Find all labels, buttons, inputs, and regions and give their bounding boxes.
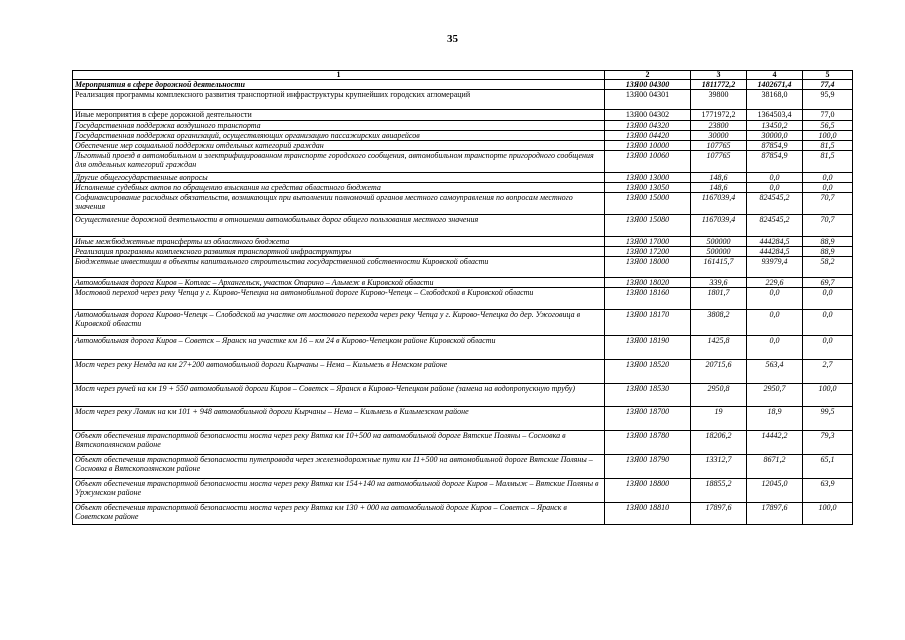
code-cell: 13Я00 17200 — [605, 247, 691, 257]
actual-cell: 2950,7 — [747, 384, 803, 407]
actual-cell: 824545,2 — [747, 215, 803, 237]
code-cell: 13Я00 15080 — [605, 215, 691, 237]
table-row — [73, 215, 853, 237]
code-cell: 13Я00 13050 — [605, 183, 691, 193]
percent-cell: 77,4 — [803, 80, 853, 90]
table-row — [73, 431, 853, 455]
actual-cell: 0,0 — [747, 288, 803, 310]
planned-cell: 1811772,2 — [691, 80, 747, 90]
table-row — [73, 479, 853, 503]
actual-cell: 38168,0 — [747, 90, 803, 110]
name-cell: Автомобильная дорога Киров – Советск – Яранск на участке км 16 – км 24 в Кирово-Чепецком районе Кировской области — [73, 336, 605, 360]
actual-cell: 1402671,4 — [747, 80, 803, 90]
code-cell: 13Я00 04301 — [605, 90, 691, 110]
percent-cell: 88,9 — [803, 247, 853, 257]
name-cell: Объект обеспечения транспортной безопасности моста через реку Вятка км 10+500 на автомобильной дороге Вятские Поляны – Сосновка в Вятскополянском районе — [73, 431, 605, 455]
page-number: 35 — [447, 33, 458, 45]
name-cell: Государственная поддержка организаций, осуществляющих организацию пассажирских авиарейсов — [73, 131, 605, 141]
code-cell: 13Я00 15000 — [605, 193, 691, 215]
table-row — [73, 278, 853, 288]
code-cell: 13Я00 18000 — [605, 257, 691, 278]
percent-cell: 0,0 — [803, 173, 853, 183]
planned-cell: 2950,8 — [691, 384, 747, 407]
actual-cell: 14442,2 — [747, 431, 803, 455]
table-row — [73, 193, 853, 215]
name-cell: Мероприятия в сфере дорожной деятельности — [73, 80, 605, 90]
name-cell: Мостовой переход через реку Чепца у г. Кирово-Чепецка на автомобильной дороге Кирово-Чепецк – Слободской в Кировской области — [73, 288, 605, 310]
percent-cell: 95,9 — [803, 90, 853, 110]
name-cell: Другие общегосударственные вопросы — [73, 173, 605, 183]
actual-cell: 563,4 — [747, 360, 803, 384]
table-row — [73, 141, 853, 151]
percent-cell: 100,0 — [803, 503, 853, 525]
table-row — [73, 173, 853, 183]
planned-cell: 500000 — [691, 237, 747, 247]
percent-cell: 0,0 — [803, 310, 853, 336]
code-cell: 13Я00 10060 — [605, 151, 691, 173]
planned-cell: 107765 — [691, 141, 747, 151]
actual-cell: 0,0 — [747, 173, 803, 183]
percent-cell: 70,7 — [803, 193, 853, 215]
name-cell: Реализация программы комплексного развития транспортной инфраструктуры крупнейших городских агломераций — [73, 90, 605, 110]
table-body — [73, 80, 853, 525]
table-row — [73, 183, 853, 193]
name-cell: Льготный проезд в автомобильном и электрифицированном транспорте городского сообщения, автомобильном транспорте пригородного сообщения для отдельных категорий граждан — [73, 151, 605, 173]
percent-cell: 0,0 — [803, 183, 853, 193]
percent-cell: 70,7 — [803, 215, 853, 237]
code-cell: 13Я00 18020 — [605, 278, 691, 288]
actual-cell: 444284,5 — [747, 247, 803, 257]
table-row — [73, 247, 853, 257]
code-cell: 13Я00 18780 — [605, 431, 691, 455]
planned-cell: 500000 — [691, 247, 747, 257]
header-cell-4: 4 — [747, 71, 803, 80]
percent-cell: 99,5 — [803, 407, 853, 431]
table-row — [73, 360, 853, 384]
percent-cell: 69,7 — [803, 278, 853, 288]
code-cell: 13Я00 18530 — [605, 384, 691, 407]
percent-cell: 79,3 — [803, 431, 853, 455]
name-cell: Объект обеспечения транспортной безопасности моста через реку Вятка км 130 + 000 на автомобильной дороге Киров – Советск – Яранск в Советском районе — [73, 503, 605, 525]
name-cell: Автомобильная дорога Кирово-Чепецк – Слободской на участке от мостового перехода через реку Чепца у г. Кирово-Чепецка до дер. Ужоговица в Кировской области — [73, 310, 605, 336]
code-cell: 13Я00 18160 — [605, 288, 691, 310]
percent-cell: 58,2 — [803, 257, 853, 278]
table-row — [73, 288, 853, 310]
header-cell-3: 3 — [691, 71, 747, 80]
table-row — [73, 110, 853, 121]
percent-cell: 56,5 — [803, 121, 853, 131]
table-row — [73, 151, 853, 173]
table-row — [73, 455, 853, 479]
percent-cell: 88,9 — [803, 237, 853, 247]
planned-cell: 1167039,4 — [691, 193, 747, 215]
name-cell: Мост через реку Немда на км 27+200 автомобильной дороги Кырчаны – Нема – Кильмезь в Немском районе — [73, 360, 605, 384]
table-row — [73, 131, 853, 141]
planned-cell: 1801,7 — [691, 288, 747, 310]
code-cell: 13Я00 18810 — [605, 503, 691, 525]
planned-cell: 148,6 — [691, 173, 747, 183]
actual-cell: 30000,0 — [747, 131, 803, 141]
table-row — [73, 384, 853, 407]
name-cell: Объект обеспечения транспортной безопасности путепровода через железнодорожные пути км 11+500 на автомобильной дороге Вятские Поляны – Сосновка в Вятскополянском районе — [73, 455, 605, 479]
code-cell: 13Я00 18790 — [605, 455, 691, 479]
planned-cell: 13312,7 — [691, 455, 747, 479]
percent-cell: 81,5 — [803, 141, 853, 151]
code-cell: 13Я00 18520 — [605, 360, 691, 384]
code-cell: 13Я00 18700 — [605, 407, 691, 431]
budget-table — [72, 70, 853, 525]
actual-cell: 87854,9 — [747, 141, 803, 151]
table-row — [73, 80, 853, 90]
table-row — [73, 407, 853, 431]
planned-cell: 339,6 — [691, 278, 747, 288]
actual-cell: 17897,6 — [747, 503, 803, 525]
name-cell: Софинансирование расходных обязательств, возникающих при выполнении полномочий органов местного самоуправления по вопросам местного значения — [73, 193, 605, 215]
name-cell: Мост через ручей на км 19 + 550 автомобильной дороги Киров – Советск – Яранск в Кирово-Чепецком районе (замена на водопропускную трубу) — [73, 384, 605, 407]
actual-cell: 87854,9 — [747, 151, 803, 173]
actual-cell: 13450,2 — [747, 121, 803, 131]
planned-cell: 107765 — [691, 151, 747, 173]
header-cell-1: 1 — [73, 71, 605, 80]
name-cell: Обеспечение мер социальной поддержки отдельных категорий граждан — [73, 141, 605, 151]
name-cell: Государственная поддержка воздушного транспорта — [73, 121, 605, 131]
planned-cell: 3808,2 — [691, 310, 747, 336]
name-cell: Автомобильная дорога Киров – Котлас – Архангельск, участок Опарино – Альмеж в Кировской области — [73, 278, 605, 288]
header-cell-2: 2 — [605, 71, 691, 80]
code-cell: 13Я00 18800 — [605, 479, 691, 503]
table-row — [73, 257, 853, 278]
planned-cell: 19 — [691, 407, 747, 431]
percent-cell: 100,0 — [803, 131, 853, 141]
code-cell: 13Я00 04320 — [605, 121, 691, 131]
code-cell: 13Я00 10000 — [605, 141, 691, 151]
code-cell: 13Я00 04420 — [605, 131, 691, 141]
percent-cell: 81,5 — [803, 151, 853, 173]
actual-cell: 824545,2 — [747, 193, 803, 215]
percent-cell: 0,0 — [803, 336, 853, 360]
planned-cell: 1771972,2 — [691, 110, 747, 121]
actual-cell: 8671,2 — [747, 455, 803, 479]
name-cell: Иные мероприятия в сфере дорожной деятельности — [73, 110, 605, 121]
planned-cell: 23800 — [691, 121, 747, 131]
actual-cell: 229,6 — [747, 278, 803, 288]
planned-cell: 1425,8 — [691, 336, 747, 360]
table-row — [73, 336, 853, 360]
table-row — [73, 237, 853, 247]
table-row — [73, 310, 853, 336]
percent-cell: 77,0 — [803, 110, 853, 121]
code-cell: 13Я00 17000 — [605, 237, 691, 247]
header-row — [73, 71, 853, 80]
planned-cell: 18206,2 — [691, 431, 747, 455]
planned-cell: 148,6 — [691, 183, 747, 193]
planned-cell: 17897,6 — [691, 503, 747, 525]
code-cell: 13Я00 18170 — [605, 310, 691, 336]
percent-cell: 63,9 — [803, 479, 853, 503]
planned-cell: 18855,2 — [691, 479, 747, 503]
code-cell: 13Я00 04300 — [605, 80, 691, 90]
actual-cell: 0,0 — [747, 336, 803, 360]
planned-cell: 161415,7 — [691, 257, 747, 278]
planned-cell: 1167039,4 — [691, 215, 747, 237]
table-row — [73, 90, 853, 110]
actual-cell: 0,0 — [747, 310, 803, 336]
percent-cell: 2,7 — [803, 360, 853, 384]
name-cell: Осуществление дорожной деятельности в отношении автомобильных дорог общего пользования местного значения — [73, 215, 605, 237]
name-cell: Иные межбюджетные трансферты из областного бюджета — [73, 237, 605, 247]
name-cell: Бюджетные инвестиции в объекты капитального строительства государственной собственности Кировской области — [73, 257, 605, 278]
percent-cell: 65,1 — [803, 455, 853, 479]
actual-cell: 18,9 — [747, 407, 803, 431]
planned-cell: 20715,6 — [691, 360, 747, 384]
name-cell: Объект обеспечения транспортной безопасности моста через реку Вятка км 154+140 на автомобильной дороге Киров – Малмыж – Вятские Поляны в Уржумском районе — [73, 479, 605, 503]
code-cell: 13Я00 04302 — [605, 110, 691, 121]
planned-cell: 39800 — [691, 90, 747, 110]
actual-cell: 12045,0 — [747, 479, 803, 503]
actual-cell: 0,0 — [747, 183, 803, 193]
planned-cell: 30000 — [691, 131, 747, 141]
name-cell: Исполнение судебных актов по обращению взыскания на средства областного бюджета — [73, 183, 605, 193]
table-row — [73, 503, 853, 525]
header-cell-5: 5 — [803, 71, 853, 80]
code-cell: 13Я00 18190 — [605, 336, 691, 360]
actual-cell: 93979,4 — [747, 257, 803, 278]
table-row — [73, 121, 853, 131]
name-cell: Мост через реку Ломик на км 101 + 948 автомобильной дороги Кырчаны – Нема – Кильмезь в Кильмезском районе — [73, 407, 605, 431]
code-cell: 13Я00 13000 — [605, 173, 691, 183]
actual-cell: 444284,5 — [747, 237, 803, 247]
percent-cell: 100,0 — [803, 384, 853, 407]
percent-cell: 0,0 — [803, 288, 853, 310]
actual-cell: 1364503,4 — [747, 110, 803, 121]
name-cell: Реализация программы комплексного развития транспортной инфраструктуры — [73, 247, 605, 257]
